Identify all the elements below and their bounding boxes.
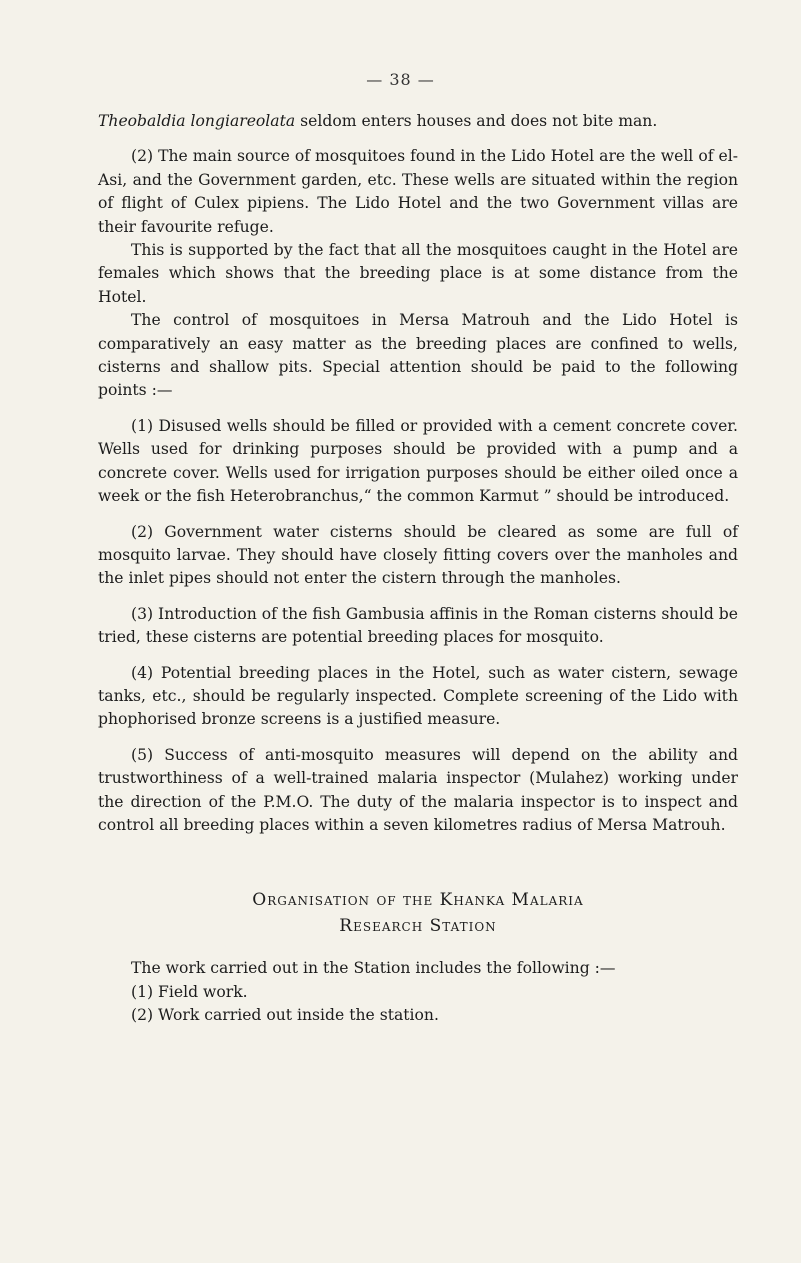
species-name: Theobaldia longiareolata	[98, 112, 296, 130]
section-item-2: (2) Work carried out inside the station.	[131, 1006, 439, 1025]
point-3: (3) Introduction of the fish Gambusia affinis in the Roman cisterns should be tried, these cisterns are potential breeding places for mosquito.	[98, 604, 738, 647]
page-body	[98, 110, 738, 1028]
point-2: (2) Government water cisterns should be cleared as some are full of mosquito larvae. They should have closely fitting covers over the manholes and the inlet pipes should not enter the cistern through the manholes.	[98, 522, 738, 588]
paragraph-main-source: (2) The main source of mosquitoes found in the Lido Hotel are the well of el-Asi, and the Government garden, etc. These wells are situated within the region of flight of Culex pipiens. The Lido Hotel and the two Government villas are their favourite refuge.	[98, 147, 738, 236]
section-heading	[98, 887, 738, 939]
section-item-1: (1) Field work.	[131, 982, 248, 1001]
section-heading-line-1: Organisation of the Khanka Malaria	[252, 890, 584, 911]
point-4: (4) Potential breeding places in the Hotel, such as water cistern, sewage tanks, etc., should be regularly inspected. Complete screening of the Lido with phophorised bronze screens is a justified measure.	[98, 663, 738, 729]
intro-text: seldom enters houses and does not bite man.	[295, 112, 658, 130]
page-number: — 38 —	[366, 70, 435, 89]
paragraph-supported: This is supported by the fact that all the mosquitoes caught in the Hotel are females which shows that the breeding place is at some distance from the Hotel.	[98, 241, 738, 306]
point-5: (5) Success of anti-mosquito measures will depend on the ability and trustworthiness of a well-trained malaria inspector (Mulahez) working under the direction of the P.M.O. The duty of the malaria inspector is to inspect and control all breeding places within a seven kilometres radius of Mersa Matrouh.	[98, 745, 738, 834]
intro-paragraph	[98, 110, 738, 133]
point-1: (1) Disused wells should be filled or provided with a cement concrete cover. Wells used for drinking purposes should be provided with a pump and a concrete cover. Wells used for irrigation purposes should be either oiled once a week or the fish Heterobranchus,“ the common Karmut ” should be introduced.	[98, 416, 738, 506]
paragraph-control: The control of mosquitoes in Mersa Matrouh and the Lido Hotel is comparatively an easy matter as the breeding places are confined to wells, cisterns and shallow pits. Special attention should be paid to the following points :—	[98, 311, 738, 400]
section-heading-line-2: Research Station	[339, 916, 497, 937]
section-intro: The work carried out in the Station includes the following :—	[131, 959, 616, 978]
